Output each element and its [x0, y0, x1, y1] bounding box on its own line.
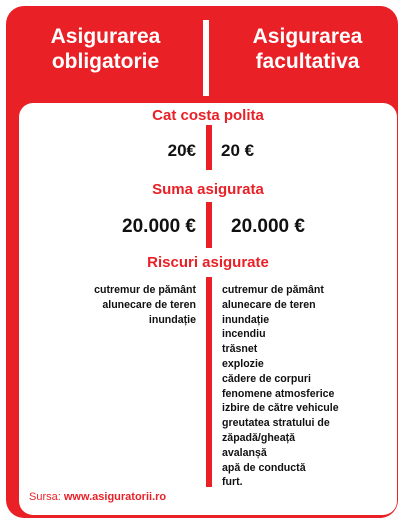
- header-right-line1: Asigurarea: [252, 25, 363, 48]
- risk-item: inundație: [222, 313, 270, 326]
- cost-obligatory: 20€: [167, 141, 196, 160]
- risk-item: cutremur de pământ: [222, 284, 324, 296]
- risk-item: inundație: [148, 313, 196, 326]
- section-title-cost: Cat costa polita: [152, 107, 264, 124]
- section-title-sum: Suma asigurata: [152, 181, 264, 198]
- risk-item: apă de conductă: [222, 461, 306, 474]
- risk-item: explozie: [222, 357, 264, 370]
- risk-item: greutatea stratului de: [222, 417, 330, 430]
- divider-risks: [206, 277, 212, 487]
- section-title-risks: Riscuri asigurate: [147, 254, 269, 271]
- risk-item: cutremur de pământ: [94, 284, 196, 296]
- risk-item: incendiu: [222, 328, 266, 341]
- sum-obligatory: 20.000 €: [122, 216, 196, 237]
- header-optional: [220, 24, 395, 74]
- header-left-line2: obligatorie: [51, 50, 160, 73]
- risk-item: cădere de corpuri: [222, 372, 311, 385]
- risk-item: alunecare de teren: [222, 298, 316, 311]
- divider-sum: [206, 202, 212, 248]
- header-right-line2: facultativa: [255, 50, 360, 73]
- content-panel: [19, 103, 397, 515]
- risk-item: trăsnet: [222, 343, 258, 356]
- red-frame: [6, 6, 398, 518]
- risks-optional-list: [222, 283, 339, 490]
- source-link[interactable]: www.asiguratorii.ro: [63, 491, 167, 503]
- header-obligatory: [18, 24, 193, 74]
- risk-item: fenomene atmosferice: [222, 387, 335, 400]
- risk-item: avalanșă: [222, 446, 267, 459]
- source-label: Sursa:: [29, 491, 64, 503]
- risk-item: alunecare de teren: [102, 298, 196, 311]
- risks-obligatory-list: [94, 283, 196, 327]
- divider-cost: [206, 125, 212, 170]
- risk-item: furt.: [222, 476, 243, 489]
- risk-item: izbire de către vehicule: [222, 402, 339, 415]
- source-credit: [29, 491, 166, 503]
- cost-optional: 20 €: [221, 141, 255, 160]
- header-left-line1: Asigurarea: [50, 25, 161, 48]
- risk-item: zăpadă/gheață: [222, 431, 296, 444]
- header-divider: [203, 20, 209, 96]
- sum-optional: 20.000 €: [231, 216, 305, 237]
